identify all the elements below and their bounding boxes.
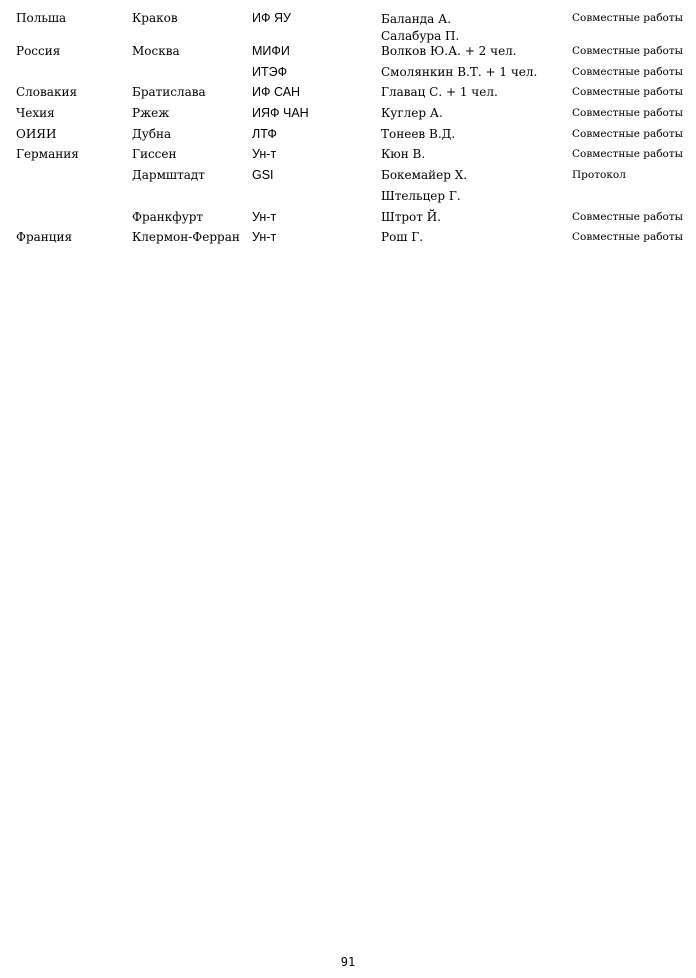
people-cell: Рош Г. bbox=[381, 230, 424, 245]
table-row bbox=[16, 186, 688, 207]
city-cell: Ржеж bbox=[132, 106, 170, 121]
institute-cell: Ун-т bbox=[252, 230, 277, 245]
person-name: Баланда А. bbox=[381, 11, 452, 26]
people-cell: Главац С. + 1 чел. bbox=[381, 85, 498, 100]
page-number: 91 bbox=[340, 955, 356, 969]
city-cell: Гиссен bbox=[132, 147, 177, 162]
country-cell: Франция bbox=[16, 230, 73, 245]
people-cell: Тонеев В.Д. bbox=[381, 126, 456, 141]
city-cell: Москва bbox=[132, 44, 180, 58]
city-cell: Братислава bbox=[132, 85, 206, 100]
city-cell: Краков bbox=[132, 10, 178, 25]
type-cell: Совместные работы bbox=[572, 11, 684, 24]
city-cell: Дубна bbox=[132, 126, 172, 141]
institute-cell: ИЯФ ЧАН bbox=[252, 106, 309, 121]
table-row bbox=[16, 62, 688, 83]
people-cell: Штрот Й. bbox=[381, 209, 441, 224]
type-cell: Совместные работы bbox=[572, 45, 684, 57]
institute-cell: ИФ САН bbox=[252, 85, 301, 100]
type-cell: Совместные работы bbox=[572, 148, 684, 161]
people-cell bbox=[381, 11, 459, 45]
people-cell: Волков Ю.А. + 2 чел. bbox=[381, 44, 517, 58]
country-cell: Словакия bbox=[16, 85, 78, 100]
people-cell: Куглер А. bbox=[381, 106, 443, 121]
city-cell: Франкфурт bbox=[132, 209, 204, 224]
institute-cell: Ун-т bbox=[252, 147, 277, 162]
country-cell: Польша bbox=[16, 10, 67, 25]
type-cell: Совместные работы bbox=[572, 127, 684, 140]
institute-cell: ИТЭФ bbox=[252, 64, 288, 79]
country-cell: ОИЯИ bbox=[16, 126, 57, 141]
table-row bbox=[16, 124, 688, 145]
table-row bbox=[16, 165, 688, 186]
collaboration-table bbox=[16, 9, 688, 248]
table-row bbox=[16, 207, 688, 228]
person-name: Салабура П. bbox=[381, 28, 460, 43]
table-row bbox=[16, 227, 688, 248]
institute-cell: ЛТФ bbox=[252, 126, 277, 141]
type-cell: Совместные работы bbox=[572, 210, 684, 223]
table-row bbox=[16, 41, 688, 62]
type-cell: Совместные работы bbox=[572, 107, 684, 120]
institute-cell: ИФ ЯУ bbox=[252, 10, 291, 25]
country-cell: Россия bbox=[16, 44, 61, 58]
people-cell: Кюн В. bbox=[381, 147, 426, 162]
table-row bbox=[16, 9, 688, 41]
table-row bbox=[16, 103, 688, 124]
people-cell: Бокемайер Х. bbox=[381, 168, 468, 183]
institute-cell: Ун-т bbox=[252, 209, 277, 224]
country-cell: Чехия bbox=[16, 106, 55, 121]
type-cell: Совместные работы bbox=[572, 65, 684, 78]
people-cell: Смолянкин В.Т. + 1 чел. bbox=[381, 64, 538, 79]
institute-cell: GSI bbox=[252, 168, 274, 183]
institute-cell: МИФИ bbox=[252, 44, 290, 58]
city-cell: Клермон-Ферран bbox=[132, 230, 240, 245]
table-row bbox=[16, 144, 688, 165]
country-cell: Германия bbox=[16, 147, 79, 162]
city-cell: Дармштадт bbox=[132, 168, 205, 183]
people-cell: Штельцер Г. bbox=[381, 188, 461, 203]
type-cell: Совместные работы bbox=[572, 86, 684, 99]
type-cell: Совместные работы bbox=[572, 231, 684, 244]
table-row bbox=[16, 82, 688, 103]
type-cell: Протокол bbox=[572, 169, 626, 182]
